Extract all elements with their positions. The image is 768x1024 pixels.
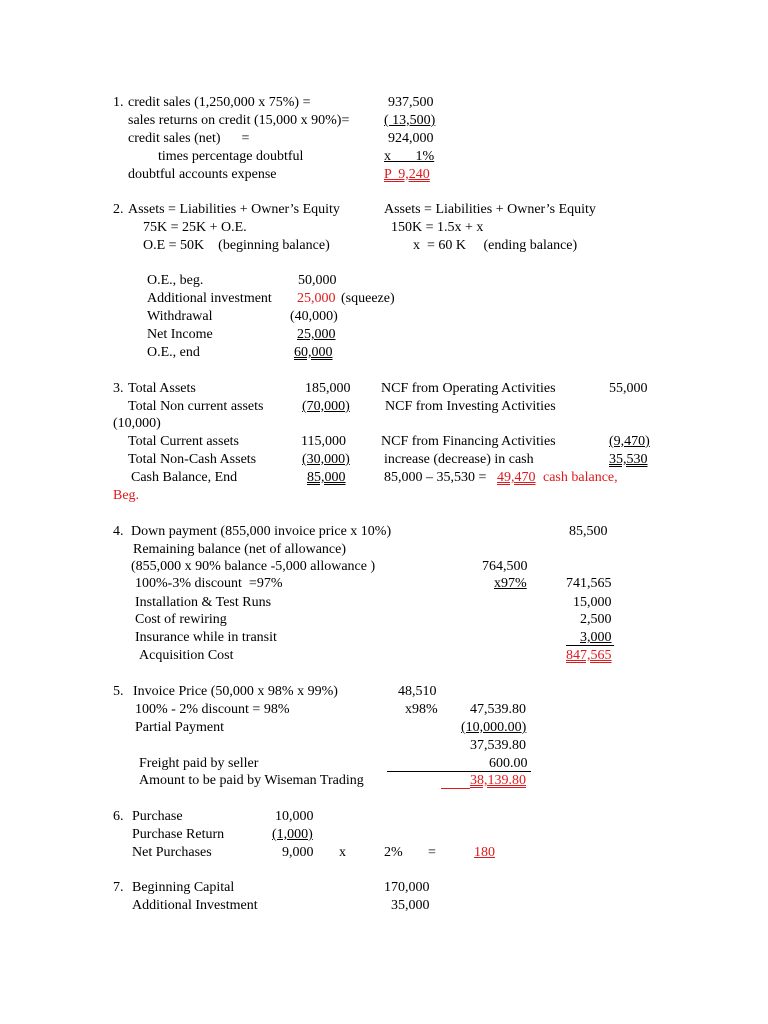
equation-line: O.E = 50K (beginning balance) xyxy=(143,238,330,253)
row-label: Additional investment xyxy=(147,291,272,306)
row-label: 100%-3% discount =97% xyxy=(135,576,283,591)
underline-rule xyxy=(441,788,470,789)
row-value: 170,000 xyxy=(384,880,430,895)
row-value: (70,000) xyxy=(302,399,350,414)
row-label: Net Purchases xyxy=(132,845,212,860)
row-value: x 1% xyxy=(384,149,435,164)
row-value: 10,000 xyxy=(275,809,314,824)
row-label: Insurance while in transit xyxy=(135,630,277,645)
row-label: Acquisition Cost xyxy=(139,648,234,663)
item-number: 7. xyxy=(113,880,124,895)
row-label: increase (decrease) in cash xyxy=(384,452,534,467)
row-label: NCF from Investing Activities xyxy=(385,399,556,414)
row-value: 924,000 xyxy=(388,131,434,146)
item-number: 5. xyxy=(113,684,124,699)
row-label: O.E., beg. xyxy=(147,273,204,288)
equation-line: Assets = Liabilities + Owner’s Equity xyxy=(128,202,340,217)
answer-note: cash balance, xyxy=(543,470,618,485)
item-number: 3. xyxy=(113,381,124,396)
row-value: (10,000.00) xyxy=(461,720,527,735)
equation-line: Assets = Liabilities + Owner’s Equity xyxy=(384,202,596,217)
row-value: 764,500 xyxy=(482,559,528,574)
answer-value: 38,139.80 xyxy=(470,773,526,788)
row-value: 9,000 xyxy=(282,845,314,860)
operator: = xyxy=(428,845,436,860)
row-value: 85,000 xyxy=(307,470,346,485)
operator: x xyxy=(339,845,346,860)
row-value: 55,000 xyxy=(609,381,648,396)
row-label: Cost of rewiring xyxy=(135,612,227,627)
row-value: 50,000 xyxy=(298,273,337,288)
row-value: (30,000) xyxy=(302,452,350,467)
row-label: Total Assets xyxy=(128,381,196,396)
row-value: 48,510 xyxy=(398,684,437,699)
row-label: times percentage doubtful xyxy=(158,149,304,164)
row-value: (1,000) xyxy=(272,827,313,842)
row-value: 2,500 xyxy=(580,612,612,627)
row-value: (40,000) xyxy=(290,309,338,324)
row-label: credit sales (1,250,000 x 75%) = xyxy=(128,95,311,110)
row-value: ( 13,500) xyxy=(384,113,436,128)
row-label: Cash Balance, End xyxy=(131,470,238,485)
row-value: x97% xyxy=(494,576,527,591)
row-value: 25,000 xyxy=(297,291,336,306)
row-label: Total Current assets xyxy=(128,434,239,449)
row-value: 741,565 xyxy=(566,576,612,591)
formula: 85,000 – 35,530 = xyxy=(384,470,487,485)
underline-rule xyxy=(566,645,614,646)
answer-value: 847,565 xyxy=(566,648,612,663)
row-label: Installation & Test Runs xyxy=(135,595,272,610)
row-label: sales returns on credit (15,000 x 90%)= xyxy=(128,113,350,128)
row-label: Freight paid by seller xyxy=(139,756,259,771)
row-label: Invoice Price (50,000 x 98% x 99%) xyxy=(133,684,338,699)
equation-line: 150K = 1.5x + x xyxy=(391,220,484,235)
item-number: 6. xyxy=(113,809,124,824)
row-label: Remaining balance (net of allowance) xyxy=(133,542,347,557)
row-label: Down payment (855,000 invoice price x 10%) xyxy=(131,524,392,539)
row-label: doubtful accounts expense xyxy=(128,167,277,182)
row-value: 3,000 xyxy=(580,630,612,645)
row-label: (855,000 x 90% balance -5,000 allowance ) xyxy=(131,559,376,574)
answer-value: 49,470 xyxy=(497,470,536,485)
wrapped-value: (10,000) xyxy=(113,416,161,431)
row-label: Total Non-Cash Assets xyxy=(128,452,257,467)
row-value: 47,539.80 xyxy=(470,702,526,717)
row-label: Purchase Return xyxy=(132,827,225,842)
row-label: Partial Payment xyxy=(135,720,225,735)
rate-value: 2% xyxy=(384,845,403,860)
item-number: 2. xyxy=(113,202,124,217)
row-label: Purchase xyxy=(132,809,183,824)
row-value: 937,500 xyxy=(388,95,434,110)
row-value: 25,000 xyxy=(297,327,336,342)
row-value: 15,000 xyxy=(573,595,612,610)
row-value: 35,000 xyxy=(391,898,430,913)
equation-line: 75K = 25K + O.E. xyxy=(143,220,247,235)
row-label: Beginning Capital xyxy=(132,880,235,895)
answer-value: 180 xyxy=(474,845,495,860)
row-value: 37,539.80 xyxy=(470,738,526,753)
row-label: 100% - 2% discount = 98% xyxy=(135,702,290,717)
row-label: Total Non current assets xyxy=(128,399,264,414)
row-label: Withdrawal xyxy=(147,309,213,324)
row-label: Net Income xyxy=(147,327,213,342)
row-label: NCF from Financing Activities xyxy=(381,434,556,449)
row-value: x98% xyxy=(405,702,438,717)
underline-rule xyxy=(387,771,531,772)
row-value: 60,000 xyxy=(294,345,333,360)
item-number: 4. xyxy=(113,524,124,539)
answer-value: P 9,240 xyxy=(384,167,430,182)
row-value: (9,470) xyxy=(609,434,650,449)
row-label: Additional Investment xyxy=(132,898,258,913)
answer-note: Beg. xyxy=(113,488,140,503)
row-label: O.E., end xyxy=(147,345,200,360)
row-label: NCF from Operating Activities xyxy=(381,381,556,396)
row-value: 600.00 xyxy=(489,756,528,771)
row-value: 185,000 xyxy=(305,381,351,396)
equation-line: x = 60 K (ending balance) xyxy=(413,238,578,253)
row-label: Amount to be paid by Wiseman Trading xyxy=(139,773,364,788)
row-label: credit sales (net) = xyxy=(128,131,250,146)
row-value: 115,000 xyxy=(301,434,346,449)
row-value: 85,500 xyxy=(569,524,608,539)
item-number: 1. xyxy=(113,95,124,110)
row-value: 35,530 xyxy=(609,452,648,467)
row-note: (squeeze) xyxy=(341,291,395,306)
